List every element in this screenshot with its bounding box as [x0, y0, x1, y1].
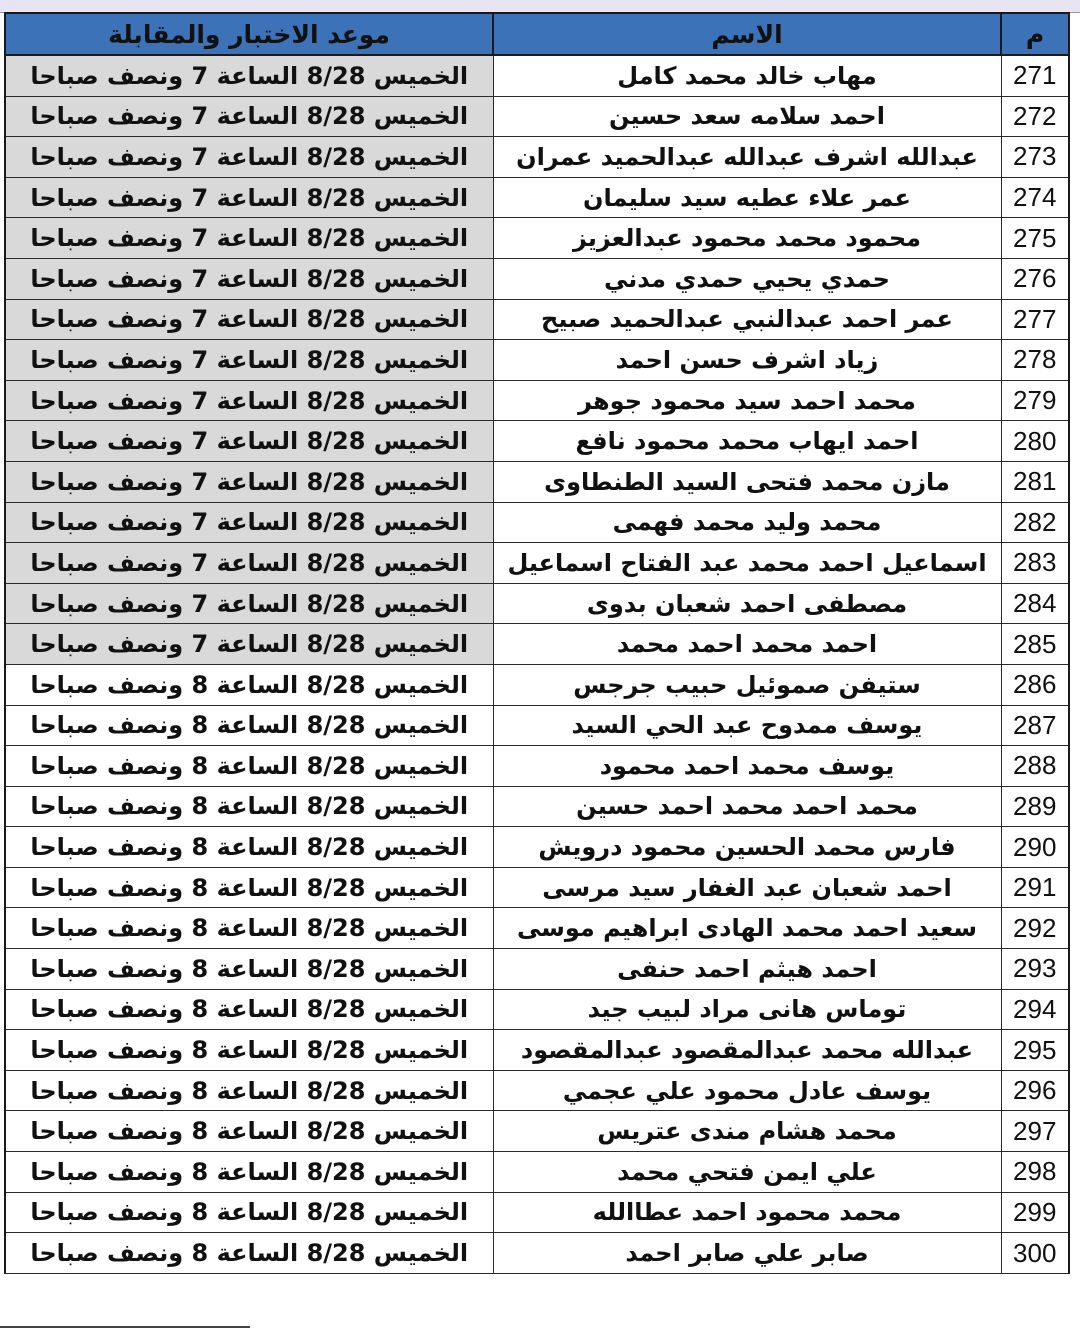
row-name: اسماعيل احمد محمد عبد الفتاح اسماعيل [493, 543, 1001, 584]
row-number: 276 [1001, 258, 1069, 299]
table-row [5, 1233, 1069, 1274]
row-number: 297 [1001, 1111, 1069, 1152]
row-appointment: الخميس 8/28 الساعة 8 ونصف صباحا [5, 786, 493, 827]
table-row [5, 1070, 1069, 1111]
row-appointment: الخميس 8/28 الساعة 7 ونصف صباحا [5, 421, 493, 462]
row-name: محمود محمد محمود عبدالعزيز [493, 218, 1001, 259]
table-row [5, 543, 1069, 584]
row-name: محمد احمد محمد احمد حسين [493, 786, 1001, 827]
row-name: احمد ايهاب محمد محمود نافع [493, 421, 1001, 462]
row-name: عمر علاء عطيه سيد سليمان [493, 177, 1001, 218]
row-number: 295 [1001, 1030, 1069, 1071]
row-number: 289 [1001, 786, 1069, 827]
row-appointment: الخميس 8/28 الساعة 7 ونصف صباحا [5, 340, 493, 381]
row-name: احمد شعبان عبد الغفار سيد مرسى [493, 867, 1001, 908]
table-row [5, 96, 1069, 137]
table-row [5, 421, 1069, 462]
table-row [5, 258, 1069, 299]
row-appointment: الخميس 8/28 الساعة 8 ونصف صباحا [5, 949, 493, 990]
row-name: محمد وليد محمد فهمى [493, 502, 1001, 543]
row-name: مصطفى احمد شعبان بدوى [493, 583, 1001, 624]
row-name: محمد هشام مندى عتريس [493, 1111, 1001, 1152]
row-name: احمد سلامه سعد حسين [493, 96, 1001, 137]
table-row [5, 1111, 1069, 1152]
row-name: سعيد احمد محمد الهادى ابراهيم موسى [493, 908, 1001, 949]
row-name: احمد محمد احمد محمد [493, 624, 1001, 665]
row-appointment: الخميس 8/28 الساعة 8 ونصف صباحا [5, 1070, 493, 1111]
row-number: 271 [1001, 55, 1069, 96]
row-appointment: الخميس 8/28 الساعة 8 ونصف صباحا [5, 1152, 493, 1193]
row-name: محمد احمد سيد محمود جوهر [493, 380, 1001, 421]
table-row [5, 177, 1069, 218]
table-row [5, 583, 1069, 624]
schedule-table-container [6, 12, 1070, 1274]
row-appointment: الخميس 8/28 الساعة 8 ونصف صباحا [5, 1030, 493, 1071]
row-name: زياد اشرف حسن احمد [493, 340, 1001, 381]
table-row [5, 746, 1069, 787]
table-row [5, 1152, 1069, 1193]
row-number: 287 [1001, 705, 1069, 746]
row-name: ستيفن صموئيل حبيب جرجس [493, 664, 1001, 705]
table-row [5, 55, 1069, 96]
row-name: مازن محمد فتحى السيد الطنطاوى [493, 461, 1001, 502]
row-appointment: الخميس 8/28 الساعة 7 ونصف صباحا [5, 624, 493, 665]
table-row [5, 705, 1069, 746]
row-number: 292 [1001, 908, 1069, 949]
row-name: محمد محمود احمد عطاالله [493, 1192, 1001, 1233]
table-row [5, 340, 1069, 381]
bottom-divider-line [0, 1326, 250, 1328]
row-appointment: الخميس 8/28 الساعة 7 ونصف صباحا [5, 380, 493, 421]
row-appointment: الخميس 8/28 الساعة 7 ونصف صباحا [5, 461, 493, 502]
row-name: عبدالله اشرف عبدالله عبدالحميد عمران [493, 137, 1001, 178]
table-row [5, 461, 1069, 502]
row-name: توماس هانى مراد لبيب جيد [493, 989, 1001, 1030]
row-number: 283 [1001, 543, 1069, 584]
table-row [5, 949, 1069, 990]
row-number: 296 [1001, 1070, 1069, 1111]
row-number: 286 [1001, 664, 1069, 705]
table-row [5, 380, 1069, 421]
row-number: 280 [1001, 421, 1069, 462]
row-appointment: الخميس 8/28 الساعة 8 ونصف صباحا [5, 908, 493, 949]
row-name: عمر احمد عبدالنبي عبدالحميد صبيح [493, 299, 1001, 340]
row-appointment: الخميس 8/28 الساعة 7 ونصف صباحا [5, 55, 493, 96]
row-number: 293 [1001, 949, 1069, 990]
row-number: 281 [1001, 461, 1069, 502]
table-row [5, 299, 1069, 340]
header-appointment: موعد الاختبار والمقابلة [5, 13, 493, 55]
row-number: 290 [1001, 827, 1069, 868]
row-name: صابر علي صابر احمد [493, 1233, 1001, 1274]
row-number: 282 [1001, 502, 1069, 543]
row-name: يوسف محمد احمد محمود [493, 746, 1001, 787]
header-name: الاسم [493, 13, 1001, 55]
row-name: يوسف ممدوح عبد الحي السيد [493, 705, 1001, 746]
row-appointment: الخميس 8/28 الساعة 7 ونصف صباحا [5, 177, 493, 218]
table-row [5, 137, 1069, 178]
row-number: 272 [1001, 96, 1069, 137]
table-row [5, 989, 1069, 1030]
row-appointment: الخميس 8/28 الساعة 7 ونصف صباحا [5, 583, 493, 624]
row-appointment: الخميس 8/28 الساعة 7 ونصف صباحا [5, 543, 493, 584]
row-number: 294 [1001, 989, 1069, 1030]
row-name: يوسف عادل محمود علي عجمي [493, 1070, 1001, 1111]
row-number: 285 [1001, 624, 1069, 665]
row-appointment: الخميس 8/28 الساعة 8 ونصف صباحا [5, 989, 493, 1030]
row-name: حمدي يحيي حمدي مدني [493, 258, 1001, 299]
row-name: احمد هيثم احمد حنفى [493, 949, 1001, 990]
row-appointment: الخميس 8/28 الساعة 8 ونصف صباحا [5, 1233, 493, 1274]
row-appointment: الخميس 8/28 الساعة 8 ونصف صباحا [5, 1111, 493, 1152]
row-name: علي ايمن فتحي محمد [493, 1152, 1001, 1193]
table-row [5, 827, 1069, 868]
row-appointment: الخميس 8/28 الساعة 8 ونصف صباحا [5, 1192, 493, 1233]
table-row [5, 867, 1069, 908]
row-number: 300 [1001, 1233, 1069, 1274]
table-row [5, 624, 1069, 665]
row-appointment: الخميس 8/28 الساعة 8 ونصف صباحا [5, 746, 493, 787]
table-row [5, 786, 1069, 827]
row-name: فارس محمد الحسين محمود درويش [493, 827, 1001, 868]
table-row [5, 1030, 1069, 1071]
schedule-table [4, 12, 1070, 1274]
table-row [5, 1192, 1069, 1233]
row-name: عبدالله محمد عبدالمقصود عبدالمقصود [493, 1030, 1001, 1071]
row-appointment: الخميس 8/28 الساعة 7 ونصف صباحا [5, 218, 493, 259]
header-number: م [1001, 13, 1069, 55]
table-row [5, 664, 1069, 705]
row-number: 284 [1001, 583, 1069, 624]
row-appointment: الخميس 8/28 الساعة 7 ونصف صباحا [5, 502, 493, 543]
row-appointment: الخميس 8/28 الساعة 7 ونصف صباحا [5, 137, 493, 178]
row-number: 299 [1001, 1192, 1069, 1233]
row-appointment: الخميس 8/28 الساعة 7 ونصف صباحا [5, 96, 493, 137]
row-appointment: الخميس 8/28 الساعة 7 ونصف صباحا [5, 299, 493, 340]
row-number: 273 [1001, 137, 1069, 178]
row-number: 275 [1001, 218, 1069, 259]
row-appointment: الخميس 8/28 الساعة 8 ونصف صباحا [5, 664, 493, 705]
row-appointment: الخميس 8/28 الساعة 8 ونصف صباحا [5, 867, 493, 908]
row-name: مهاب خالد محمد كامل [493, 55, 1001, 96]
table-row [5, 502, 1069, 543]
row-number: 277 [1001, 299, 1069, 340]
row-number: 274 [1001, 177, 1069, 218]
table-row [5, 218, 1069, 259]
row-number: 298 [1001, 1152, 1069, 1193]
row-appointment: الخميس 8/28 الساعة 8 ونصف صباحا [5, 705, 493, 746]
table-header [5, 13, 1069, 55]
row-number: 278 [1001, 340, 1069, 381]
row-number: 288 [1001, 746, 1069, 787]
row-number: 291 [1001, 867, 1069, 908]
row-number: 279 [1001, 380, 1069, 421]
table-row [5, 908, 1069, 949]
table-body [5, 55, 1069, 1273]
row-appointment: الخميس 8/28 الساعة 7 ونصف صباحا [5, 258, 493, 299]
row-appointment: الخميس 8/28 الساعة 8 ونصف صباحا [5, 827, 493, 868]
header-row [5, 13, 1069, 55]
